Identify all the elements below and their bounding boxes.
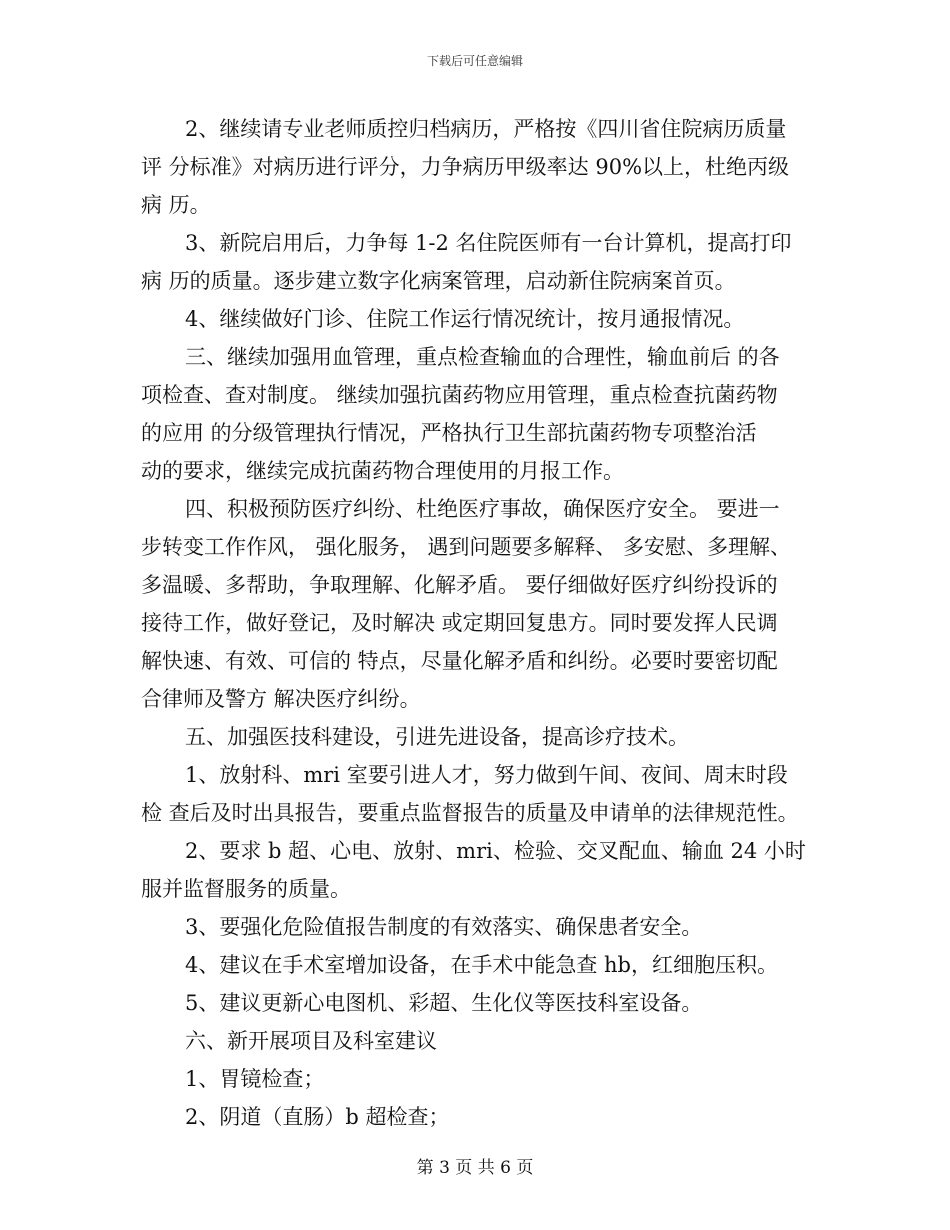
text-line: 项检查、查对制度。 继续加强抗菌药物应用管理，重点检查抗菌药物: [141, 383, 778, 407]
page-header: 下载后可任意编辑: [426, 54, 523, 68]
text-line: 五、加强医技科建设，引进先进设备，提高诊疗技术。: [185, 725, 689, 749]
text-line: 三、继续加强用血管理，重点检查输血的合理性，输血前后 的各: [185, 345, 780, 369]
text-line: 多温暖、多帮助，争取理解、化解矛盾。 要仔细做好医疗纠纷投诉的: [141, 573, 778, 597]
text-line: 4、继续做好门诊、住院工作运行情况统计，按月通报情况。: [185, 307, 745, 331]
text-line: 检 查后及时出具报告，要重点监督报告的质量及申请单的法律规范性。: [141, 801, 799, 825]
text-line: 3、要强化危险值报告制度的有效落实、确保患者安全。: [185, 915, 703, 939]
text-line: 2、阴道（直肠）b 超检查；: [185, 1105, 450, 1129]
page-footer: 第 3 页 共 6 页: [416, 1158, 534, 1178]
text-line: 动的要求，继续完成抗菌药物合理使用的月报工作。: [141, 459, 624, 483]
text-line: 2、继续请专业老师质控归档病历，严格按《四川省住院病历质量: [185, 117, 787, 141]
text-line: 解快速、有效、可信的 特点，尽量化解矛盾和纠纷。必要时要密切配: [141, 649, 778, 673]
text-line: 5、建议更新心电图机、彩超、生化仪等医技科室设备。: [185, 991, 703, 1015]
text-line: 4、建议在手术室增加设备，在手术中能急查 hb，红细胞压积。: [185, 953, 779, 977]
text-line: 服并监督服务的质量。: [141, 877, 351, 901]
text-line: 病 历的质量。逐步建立数字化病案管理，启动新住院病案首页。: [141, 269, 736, 293]
text-line: 3、新院启用后，力争每 1-2 名住院医师有一台计算机，提高打印: [185, 231, 792, 255]
text-line: 四、积极预防医疗纠纷、杜绝医疗事故，确保医疗安全。 要进一: [185, 497, 780, 521]
text-line: 六、新开展项目及科室建议: [185, 1029, 437, 1053]
text-line: 步转变工作作风， 强化服务， 遇到问题要多解释、 多安慰、多理解、: [141, 535, 792, 559]
text-line: 接待工作，做好登记，及时解决 或定期回复患方。同时要发挥人民调: [141, 611, 778, 635]
text-line: 1、放射科、mri 室要引进人才，努力做到午间、夜间、周末时段: [185, 763, 788, 787]
text-line: 合律师及警方 解决医疗纠纷。: [141, 687, 421, 711]
text-line: 评 分标准》对病历进行评分，力争病历甲级率达 90%以上，杜绝丙级: [141, 155, 790, 179]
text-line: 2、要求 b 超、心电、放射、mri、检验、交叉配血、输血 24 小时: [185, 839, 806, 863]
text-line: 的应用 的分级管理执行情况，严格执行卫生部抗菌药物专项整治活: [141, 421, 757, 445]
document-body: [141, 110, 821, 1136]
text-line: 1、胃镜检查；: [185, 1067, 325, 1091]
text-line: 病 历。: [141, 193, 211, 217]
